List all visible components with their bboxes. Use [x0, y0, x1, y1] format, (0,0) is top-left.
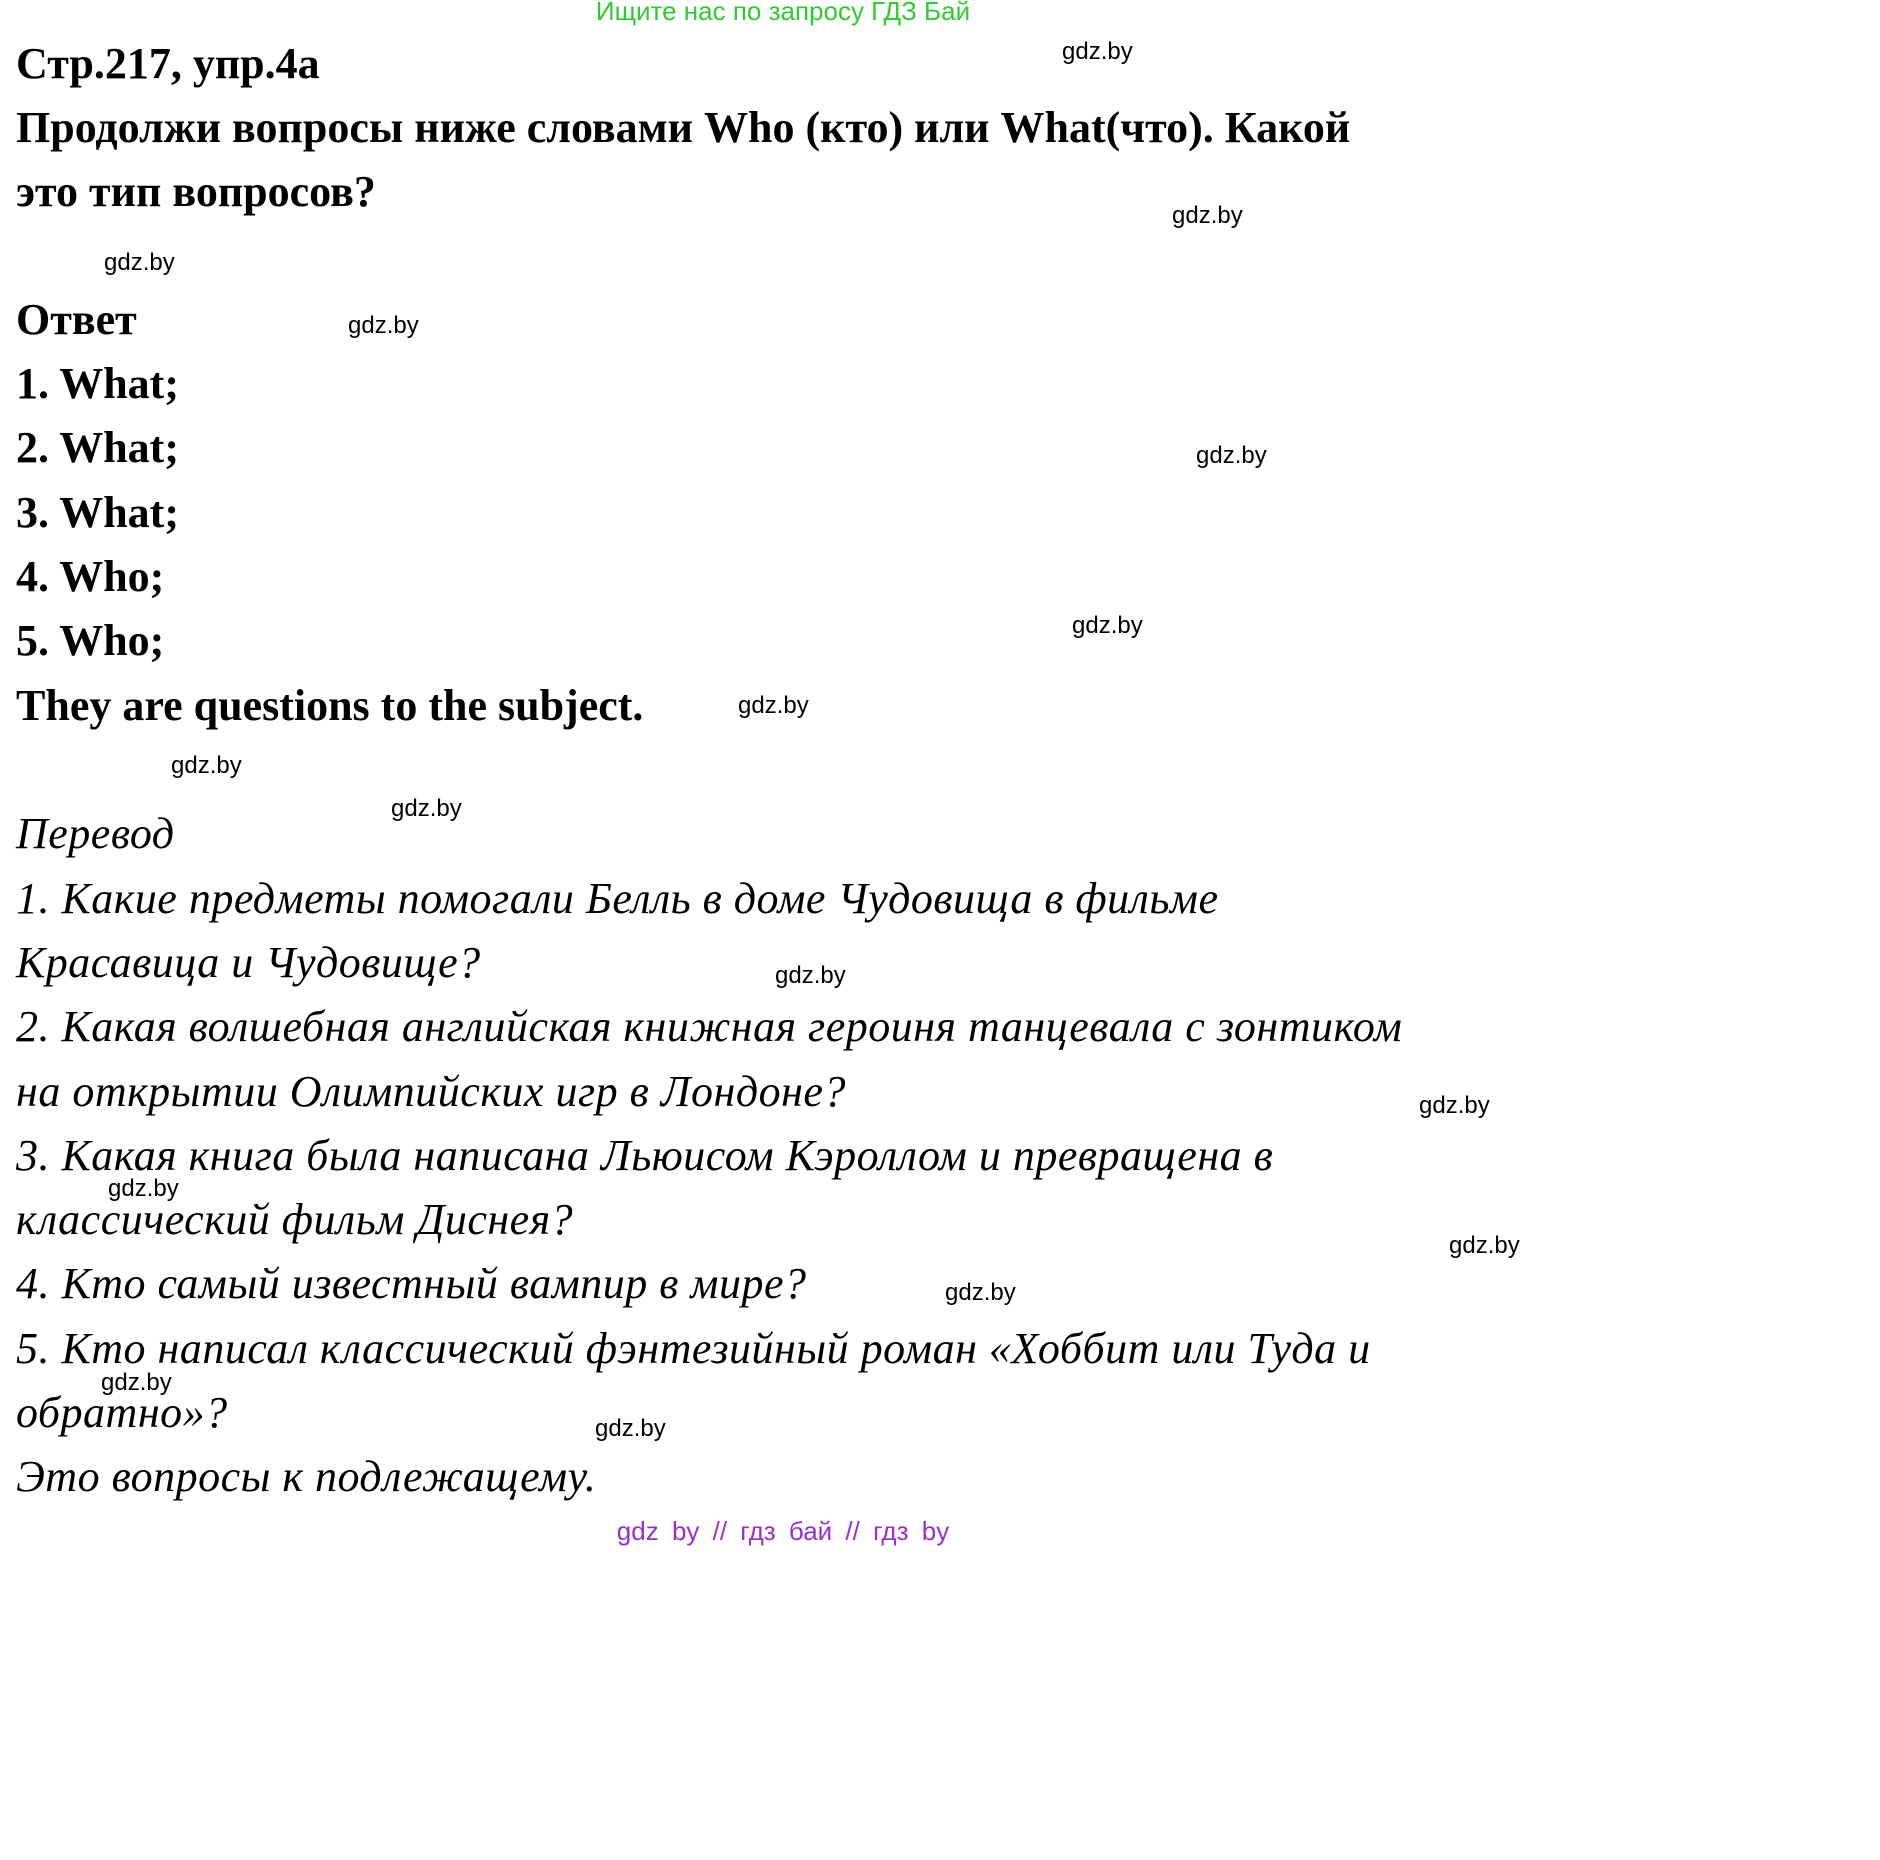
translation-line: 2. Какая волшебная английская книжная героиня танцевала с зонтиком: [16, 1002, 1403, 1051]
translation-line: классический фильм Диснея?: [16, 1195, 574, 1244]
search-banner: Ищите нас по запросу ГДЗ Бай: [595, 0, 971, 26]
watermark: gdz.by: [171, 752, 242, 779]
translation-line: 1. Какие предметы помогали Белль в доме Чудовища в фильме: [16, 874, 1219, 923]
answer-heading: Ответ: [16, 295, 137, 344]
task-line-1: Продолжи вопросы ниже словами Who (кто) или What(что). Какой: [16, 103, 1351, 152]
translation-line: на открытии Олимпийских игр в Лондоне?: [16, 1067, 846, 1116]
watermark: gdz.by: [1196, 442, 1267, 469]
watermark: gdz.by: [1419, 1092, 1490, 1119]
footer-links: gdz by // гдз бай // гдз by: [616, 1516, 950, 1546]
translation-line: Это вопросы к подлежащему.: [16, 1452, 597, 1501]
translation-line: 5. Кто написал классический фэнтезийный роман «Хоббит или Туда и: [16, 1324, 1371, 1373]
watermark: gdz.by: [1449, 1232, 1520, 1259]
translation-heading: Перевод: [16, 809, 175, 858]
watermark: gdz.by: [738, 692, 809, 719]
translation-line: 4. Кто самый известный вампир в мире?: [16, 1259, 807, 1308]
watermark: gdz.by: [1062, 38, 1133, 65]
answer-1: 1. What;: [16, 359, 179, 408]
watermark: gdz.by: [101, 1369, 172, 1396]
page-title: Стр.217, упр.4а: [16, 39, 320, 88]
answer-4: 4. Who;: [16, 552, 165, 601]
answer-conclusion: They are questions to the subject.: [16, 681, 644, 730]
task-line-2: это тип вопросов?: [16, 167, 376, 216]
answer-2: 2. What;: [16, 423, 179, 472]
watermark: gdz.by: [348, 312, 419, 339]
watermark: gdz.by: [775, 962, 846, 989]
watermark: gdz.by: [945, 1279, 1016, 1306]
answer-5: 5. Who;: [16, 616, 165, 665]
translation-line: Красавица и Чудовище?: [16, 938, 481, 987]
watermark: gdz.by: [1072, 612, 1143, 639]
watermark: gdz.by: [595, 1415, 666, 1442]
watermark: gdz.by: [104, 249, 175, 276]
watermark: gdz.by: [1172, 202, 1243, 229]
translation-line: 3. Какая книга была написана Льюисом Кэроллом и превращена в: [16, 1131, 1274, 1180]
watermark: gdz.by: [108, 1175, 179, 1202]
watermark: gdz.by: [391, 795, 462, 822]
answer-3: 3. What;: [16, 488, 179, 537]
translation-line: обратно»?: [16, 1388, 228, 1437]
